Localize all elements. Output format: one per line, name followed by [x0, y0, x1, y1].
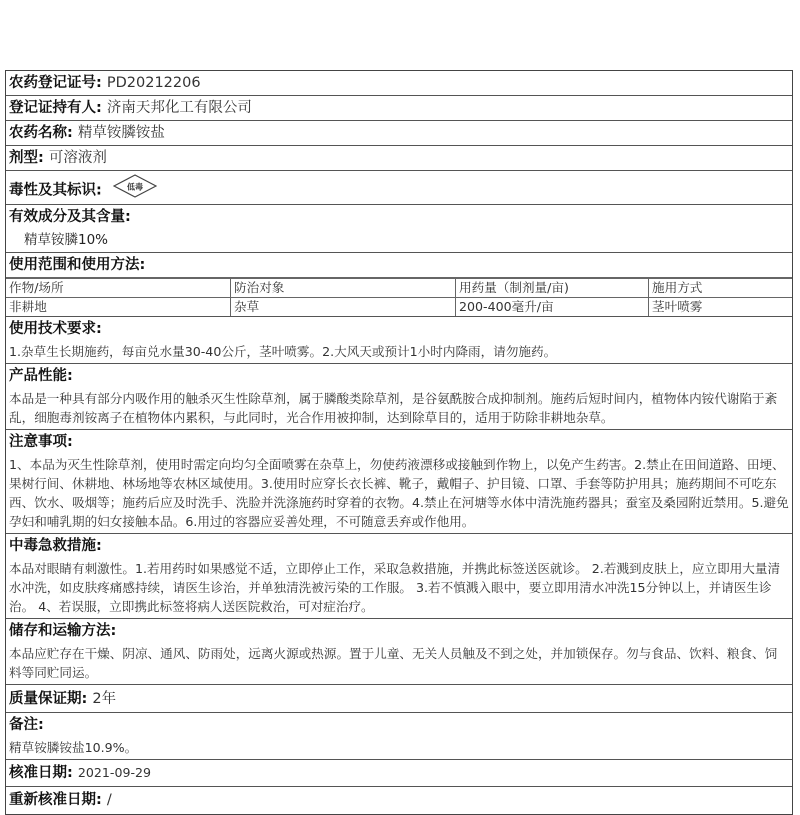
pesticide-name-value: 精草铵膦铵盐	[77, 125, 165, 141]
toxicity-label: 毒性及其标识:	[9, 182, 102, 199]
usage-table	[6, 278, 792, 316]
product-performance-label: 产品性能:	[9, 368, 73, 384]
holder-row	[6, 96, 792, 121]
cell-dosage: 200-400毫升/亩	[456, 298, 649, 317]
shelf-life-label: 质量保证期:	[9, 691, 88, 707]
product-performance-text: 本品是一种具有部分内吸作用的触杀灭生性除草剂，属于膦酸类除草剂，是谷氨酰胺合成抑制剂。施药后短时间内，植物体内铵代谢陷于紊乱，细胞毒剂铵离子在植物体内累积，与此同时，光合作用被抑制，达到除草目的，适用于防除非耕地杂草。	[9, 391, 778, 425]
precautions-label: 注意事项:	[9, 434, 73, 450]
remarks-text: 精草铵膦铵盐10.9%。	[9, 740, 138, 755]
ingredients-value: 精草铵膦10%	[24, 232, 109, 248]
product-performance-section	[6, 364, 792, 430]
pesticide-name-row	[6, 121, 792, 146]
reapproval-date-value: /	[106, 792, 112, 808]
holder-value: 济南天邦化工有限公司	[106, 100, 252, 116]
shelf-life-row	[6, 685, 792, 713]
tech-requirements-label: 使用技术要求:	[9, 321, 102, 337]
reapproval-date-row	[6, 787, 792, 814]
cell-crop: 非耕地	[6, 298, 231, 317]
svg-text:低毒: 低毒	[126, 182, 143, 192]
toxicity-row	[6, 171, 792, 205]
shelf-life-value: 2年	[92, 691, 117, 707]
usage-section	[6, 253, 792, 317]
storage-text: 本品应贮存在干燥、阴凉、通风、防雨处，远离火源或热源。置于儿童、无关人员触及不到之处，并加锁保存。勿与食品、饮料、粮食、饲料等同贮同运。	[9, 646, 778, 680]
pesticide-name-label: 农药名称:	[9, 125, 73, 141]
table-row	[6, 298, 792, 317]
remarks-section	[6, 713, 792, 760]
first-aid-section	[6, 534, 792, 619]
storage-label: 储存和运输方法:	[9, 623, 117, 639]
tech-requirements-text: 1.杂草生长期施药，每亩兑水量30-40公斤，茎叶喷雾。2.大风天或预计1小时内降雨，请勿施药。	[9, 344, 557, 359]
first-aid-label: 中毒急救措施:	[9, 538, 102, 554]
approval-date-label: 核准日期:	[9, 765, 73, 781]
header-crop: 作物/场所	[6, 279, 231, 298]
header-target: 防治对象	[231, 279, 456, 298]
approval-date-row	[6, 760, 792, 787]
pesticide-label-document	[5, 70, 793, 815]
remarks-label: 备注:	[9, 717, 44, 733]
registration-number-value: PD20212206	[106, 75, 201, 91]
cell-target: 杂草	[231, 298, 456, 317]
registration-number-label: 农药登记证号:	[9, 75, 102, 91]
usage-label: 使用范围和使用方法:	[6, 253, 792, 278]
precautions-section	[6, 430, 792, 534]
tech-requirements-section	[6, 317, 792, 364]
formulation-value: 可溶液剂	[48, 150, 107, 166]
holder-label: 登记证持有人:	[9, 100, 102, 116]
usage-table-header	[6, 279, 792, 298]
low-toxicity-diamond-icon	[113, 174, 157, 205]
precautions-text: 1、本品为灭生性除草剂，使用时需定向均匀全面喷雾在杂草上，勿使药液漂移或接触到作物上，以免产生药害。2.禁止在田间道路、田埂、果树行间、休耕地、林场地等农林区域使用。3.使用时应穿长衣长裤、靴子，戴帽子、护目镜、口罩、手套等防护用具；施药期间不可吃东西、饮水、吸烟等；施药后应及时洗手、洗脸并洗涤施药时穿着的衣物。4.禁止在河塘等水体中清洗施药器具；蚕室及桑园附近禁用。5.避免孕妇和哺乳期的妇女接触本品。6.用过的容器应妥善处理，不可随意丢弃或作他用。	[9, 457, 789, 529]
storage-section	[6, 619, 792, 685]
approval-date-value: 2021-09-29	[77, 765, 152, 780]
first-aid-text: 本品对眼睛有刺激性。1.若用药时如果感觉不适，立即停止工作，采取急救措施，并携此标签送医就诊。 2.若溅到皮肤上，应立即用大量清水冲洗，如皮肤疼痛感持续，请医生诊治，并单独清洗被污染的工作服。 3.若不慎溅入眼中，要立即用清水冲洗15分钟以上，并请医生诊治。 4、若误服，立即携此标签将病人送医院救治，可对症治疗。	[9, 561, 781, 614]
header-dosage: 用药量（制剂量/亩)	[456, 279, 649, 298]
cell-method: 茎叶喷雾	[649, 298, 793, 317]
registration-number-row	[6, 71, 792, 96]
formulation-label: 剂型:	[9, 150, 44, 166]
ingredients-section	[6, 205, 792, 253]
reapproval-date-label: 重新核准日期:	[9, 792, 102, 808]
formulation-row	[6, 146, 792, 171]
ingredients-label: 有效成分及其含量:	[9, 209, 131, 225]
header-method: 施用方式	[649, 279, 793, 298]
